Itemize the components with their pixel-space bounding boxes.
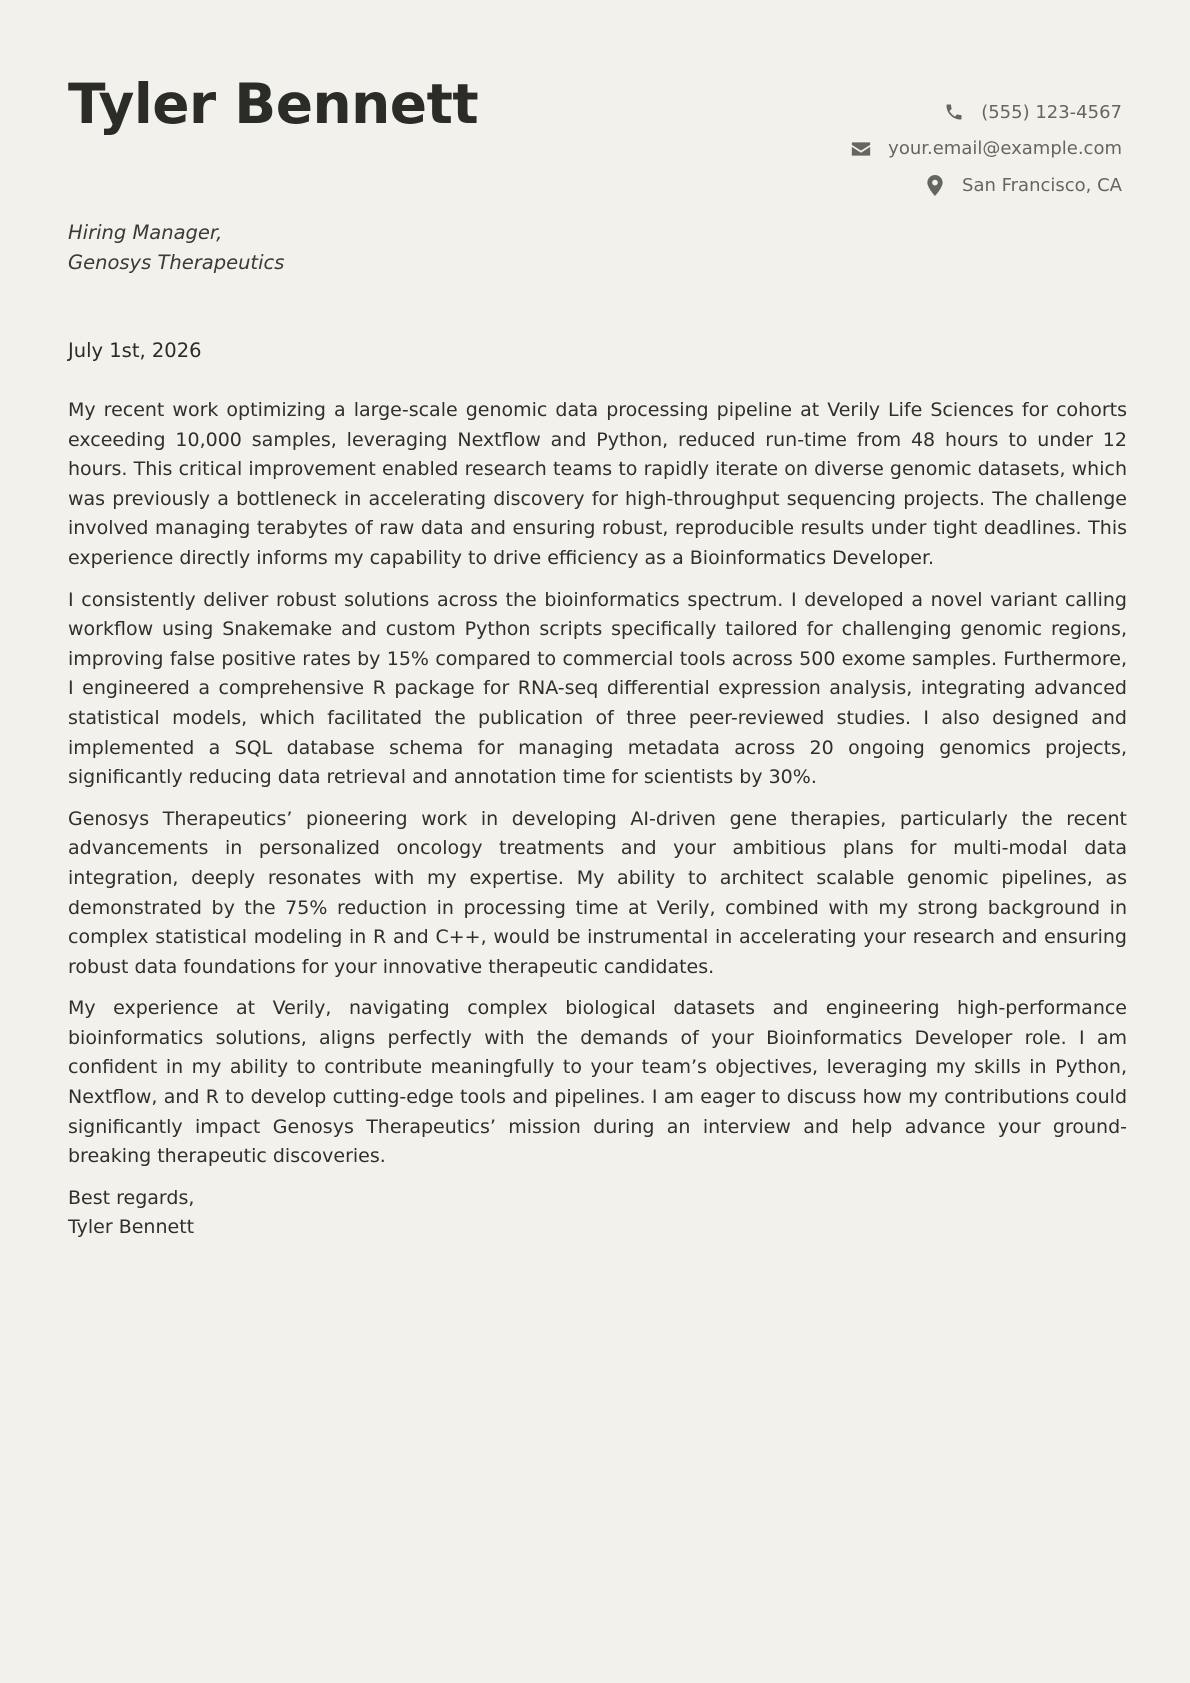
paragraph-4: My experience at Verily, navigating complex biological datasets and engineering high-performance bioinformatics solutions, aligns perfectly with the demands of your Bioinformatics Developer role. I am confident in my ability to contribute meaningfully to your team’s objectives, leveraging my skills in Python, Nextflow, and R to develop cutting-edge tools and pipelines. I am eager to discuss how my contributions could significantly impact Genosys Therapeutics’ mission during an interview and help advance your ground-breaking therapeutic discoveries. [68, 997, 1127, 1168]
location-text: San Francisco, CA [962, 174, 1122, 196]
paragraph-2: I consistently deliver robust solutions across the bioinformatics spectrum. I developed a novel variant calling workflow using Snakemake and custom Python scripts specifically tailored for challenging genomic regions, improving false positive rates by 15% compared to commercial tools across 500 exome samples. Furthermore, I engineered a comprehensive R package for RNA-seq differential expression analysis, integrating advanced statistical models, which facilitated the publication of three peer-reviewed studies. I also designed and implemented a SQL database schema for managing metadata across 20 ongoing genomics projects, significantly reducing data retrieval and annotation time for scientists by 30%. [68, 588, 1127, 789]
recipient-title: Hiring Manager, [68, 221, 223, 244]
closing-signature: Tyler Bennett [68, 1216, 195, 1239]
envelope-icon [850, 138, 872, 160]
phone-icon [943, 101, 965, 123]
closing-salutation: Best regards, [68, 1186, 195, 1209]
letter-date: July 1st, 2026 [68, 339, 202, 362]
contact-info [850, 94, 1122, 204]
cover-letter-page [68, 0, 1127, 1683]
recipient-company: Genosys Therapeutics [68, 250, 285, 274]
phone-text: (555) 123-4567 [981, 101, 1122, 123]
contact-location [850, 167, 1122, 204]
closing-block [68, 1184, 1127, 1243]
letter-body [68, 396, 1127, 1243]
paragraph-3: Genosys Therapeutics’ pioneering work in developing AI-driven gene therapies, particularly the recent advancements in personalized oncology treatments and your ambitious plans for multi-modal data integration, deeply resonates with my expertise. My ability to architect scalable genomic pipelines, as demonstrated by the 75% reduction in processing time at Verily, combined with my strong background in complex statistical modeling in R and C++, would be instrumental in accelerating your research and ensuring robust data foundations for your innovative therapeutic candidates. [68, 807, 1127, 978]
map-pin-icon [924, 174, 946, 196]
email-text: your.email@example.com [888, 138, 1122, 160]
contact-phone [850, 94, 1122, 131]
contact-email [850, 131, 1122, 168]
recipient-block [68, 218, 284, 277]
paragraph-1: My recent work optimizing a large-scale genomic data processing pipeline at Verily Life Sciences for cohorts exceeding 10,000 samples, leveraging Nextflow and Python, reduced run-time from 48 hours to under 12 hours. This critical improvement enabled research teams to rapidly iterate on diverse genomic datasets, which was previously a bottleneck in accelerating discovery for high-throughput sequencing projects. The challenge involved managing terabytes of raw data and ensuring robust, reproducible results under tight deadlines. This experience directly informs my capability to drive efficiency as a Bioinformatics Developer. [68, 399, 1127, 569]
sender-name: Tyler Bennett [68, 72, 479, 136]
